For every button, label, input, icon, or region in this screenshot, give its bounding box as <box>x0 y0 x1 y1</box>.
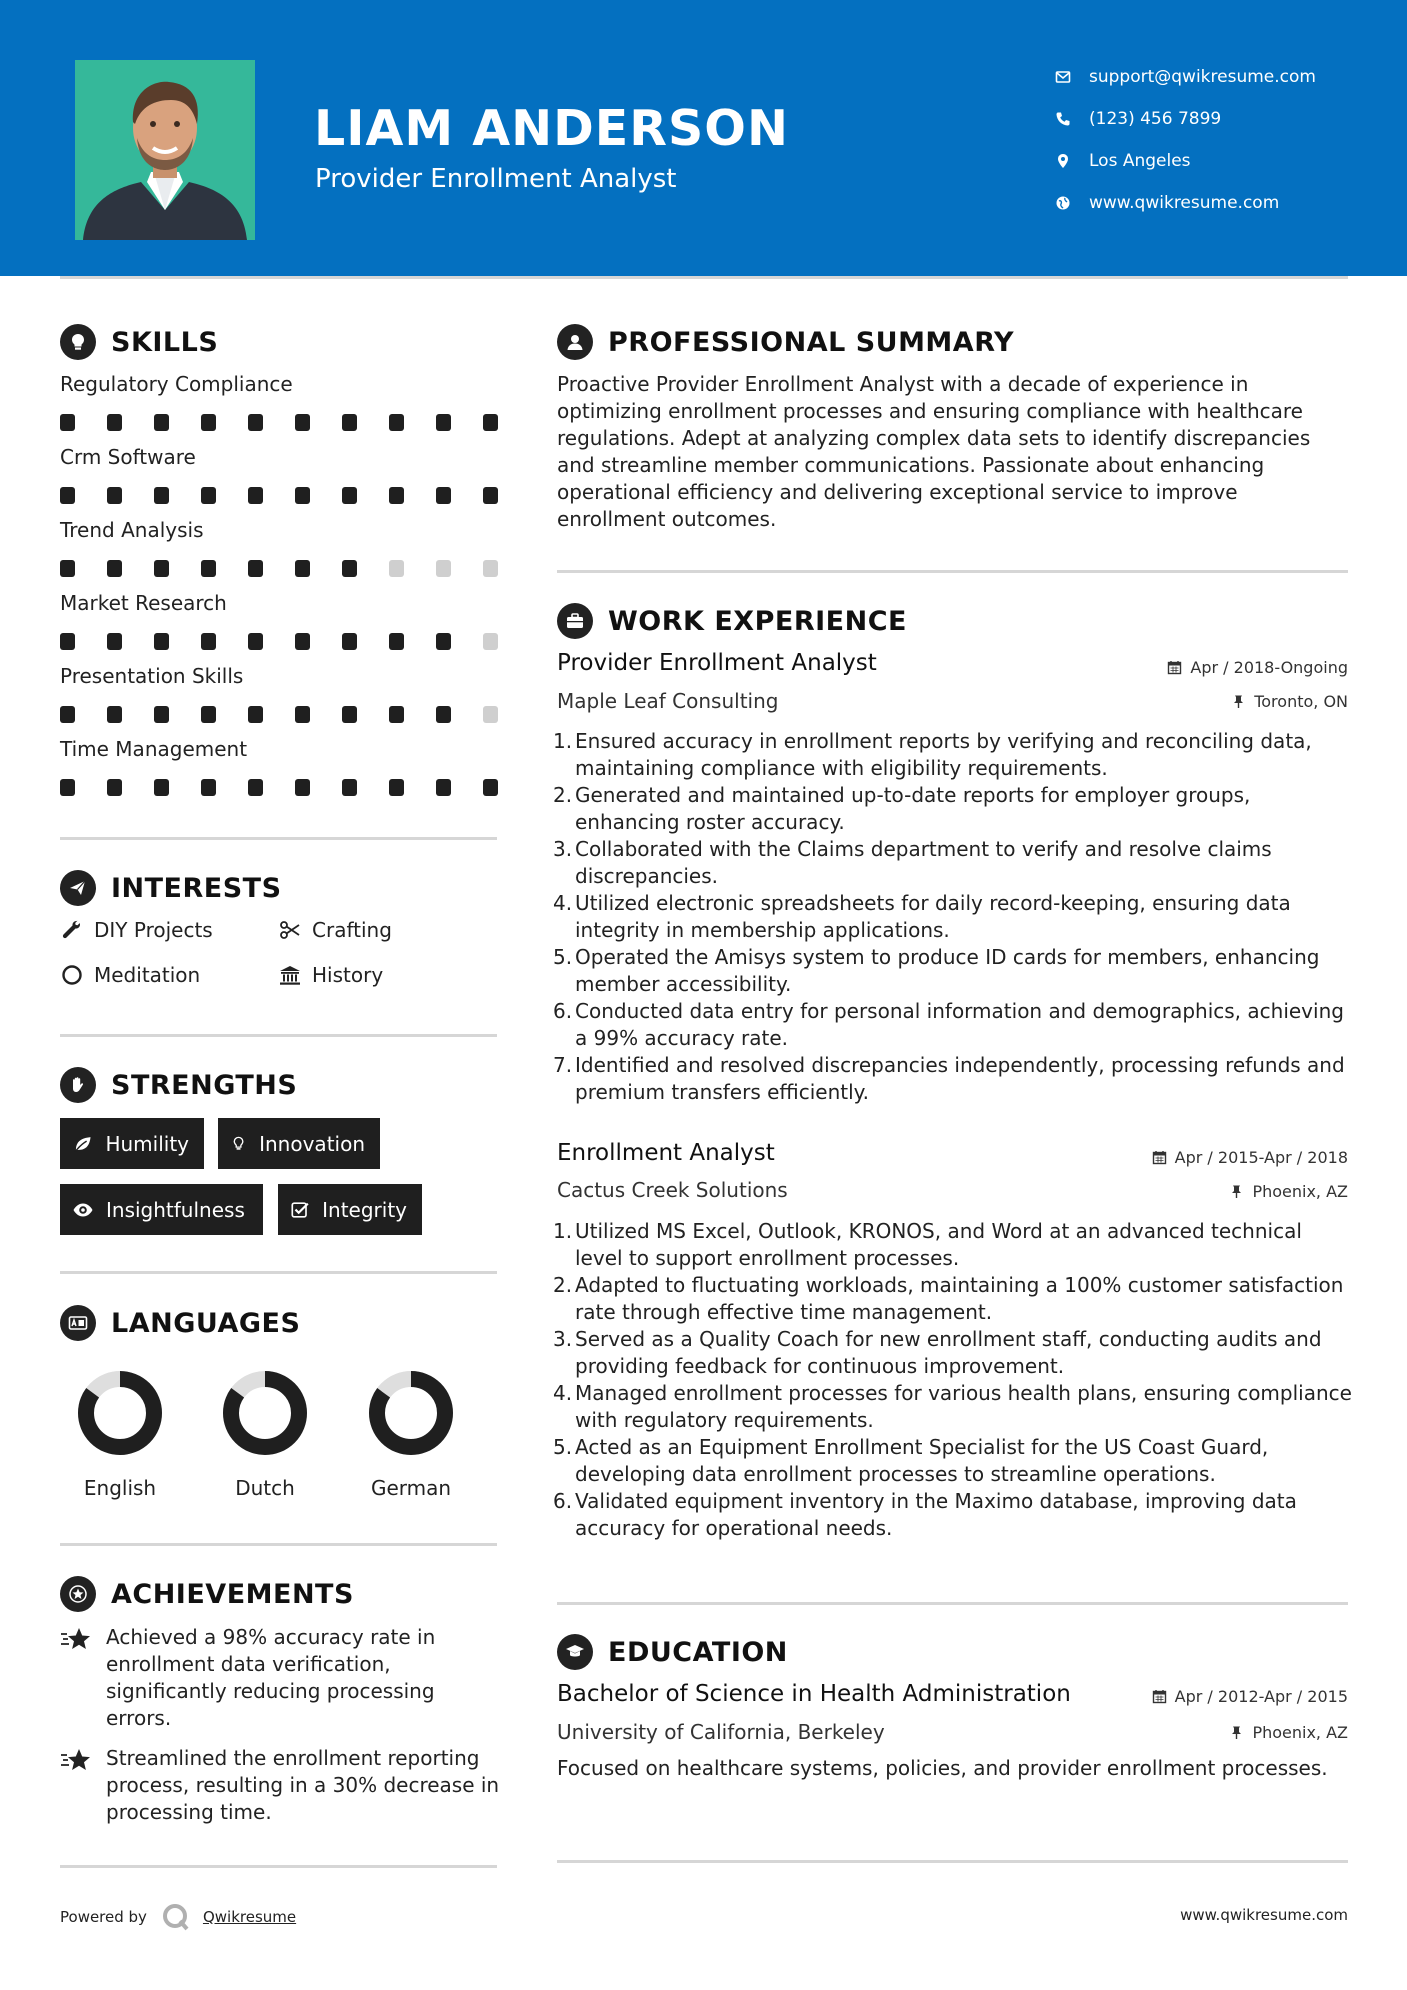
experience-divider <box>557 1602 1348 1605</box>
interest-item <box>60 963 200 987</box>
job-company: Cactus Creek Solutions <box>557 1178 788 1202</box>
header-divider <box>60 276 1348 279</box>
strength-tag <box>218 1118 380 1169</box>
responsibility-item <box>553 1218 1353 1272</box>
education-heading: EDUCATION <box>557 1634 788 1670</box>
language-donut <box>220 1368 310 1458</box>
responsibility-number: 6. <box>553 1489 573 1513</box>
language-donut <box>366 1368 456 1458</box>
skill-dot-filled <box>248 560 263 577</box>
skill-dot-filled <box>107 779 122 796</box>
responsibility-item <box>553 728 1353 782</box>
skill-name: Time Management <box>60 737 248 761</box>
job-location: Phoenix, AZ <box>1229 1182 1348 1201</box>
skill-dot-filled <box>342 779 357 796</box>
skill-dot-filled <box>342 706 357 723</box>
skill-dot-empty <box>436 560 451 577</box>
responsibility-text: Adapted to fluctuating workloads, maintaining a 100% customer satisfaction rate through effective time management. <box>575 1273 1344 1324</box>
qwikresume-logo-icon <box>161 1902 191 1932</box>
skill-dot-empty <box>483 560 498 577</box>
job-title: Enrollment Analyst <box>557 1140 775 1166</box>
check-square-icon <box>290 1199 310 1221</box>
achievement-item <box>60 1745 500 1826</box>
skill-dot-filled <box>436 706 451 723</box>
interest-label: Meditation <box>94 963 201 987</box>
calendar-icon <box>1167 660 1182 675</box>
candidate-title: Provider Enrollment Analyst <box>315 164 677 194</box>
skill-dot-filled <box>60 633 75 650</box>
skill-dot-empty <box>389 560 404 577</box>
skill-dot-filled <box>248 487 263 504</box>
strength-label: Humility <box>105 1131 189 1156</box>
skill-dot-filled <box>154 560 169 577</box>
responsibility-item <box>553 1326 1353 1380</box>
contact-email-text: support@qwikresume.com <box>1089 67 1316 87</box>
responsibility-item <box>553 1434 1353 1488</box>
strength-tag <box>60 1184 263 1235</box>
achievement-text: Achieved a 98% accuracy rate in enrollment data verification, significantly reducing processing errors. <box>106 1625 436 1730</box>
skill-row <box>60 372 500 431</box>
responsibility-item <box>553 1380 1353 1434</box>
responsibility-text: Validated equipment inventory in the Maximo database, improving data accuracy for operational needs. <box>575 1489 1297 1540</box>
contact-location-text: Los Angeles <box>1089 151 1191 171</box>
circle-icon <box>60 963 84 987</box>
responsibility-number: 5. <box>553 1435 573 1459</box>
strength-tag <box>278 1184 422 1235</box>
skill-dot-filled <box>107 706 122 723</box>
responsibility-number: 1. <box>553 1219 573 1243</box>
responsibility-text: Utilized electronic spreadsheets for daily record-keeping, ensuring data integrity in membership applications. <box>575 891 1291 942</box>
skill-dot-filled <box>248 414 263 431</box>
job-dates: Apr / 2015-Apr / 2018 <box>1152 1148 1348 1167</box>
responsibility-text: Operated the Amisys system to produce ID cards for members, enhancing member accessibility. <box>575 945 1320 996</box>
interest-item <box>278 963 383 987</box>
skill-dot-filled <box>389 487 404 504</box>
graduate-icon <box>557 1634 593 1670</box>
responsibility-number: 3. <box>553 1327 573 1351</box>
skill-dot-filled <box>248 706 263 723</box>
skill-dot-filled <box>201 414 216 431</box>
contact-location <box>1055 140 1355 182</box>
skill-dot-filled <box>342 633 357 650</box>
skill-dot-filled <box>483 414 498 431</box>
responsibility-text: Served as a Quality Coach for new enrollment staff, conducting audits and providing feedback for continuous improvement. <box>575 1327 1322 1378</box>
institution-icon <box>278 963 302 987</box>
responsibility-number: 7. <box>553 1053 573 1077</box>
language-donut <box>75 1368 165 1458</box>
star-icon <box>60 1626 92 1654</box>
calendar-icon <box>1152 1150 1167 1165</box>
skill-dot-filled <box>389 706 404 723</box>
hand-icon <box>60 1067 96 1103</box>
responsibility-item <box>553 890 1353 944</box>
header-banner <box>0 0 1407 276</box>
phone-icon <box>1055 111 1089 127</box>
interest-item <box>60 918 213 942</box>
skills-heading: SKILLS <box>60 324 218 360</box>
skill-dot-filled <box>107 633 122 650</box>
responsibility-number: 3. <box>553 837 573 861</box>
skill-dot-filled <box>483 779 498 796</box>
responsibility-text: Acted as an Equipment Enrollment Specialist for the US Coast Guard, developing data enrollment processes to streamline operations. <box>575 1435 1269 1486</box>
skill-level-dots <box>60 633 498 650</box>
strength-label: Integrity <box>322 1197 407 1222</box>
responsibility-number: 6. <box>553 999 573 1023</box>
language-name: Dutch <box>235 1476 295 1500</box>
interests-divider <box>60 1034 497 1037</box>
skill-row <box>60 591 500 650</box>
skill-dot-filled <box>107 414 122 431</box>
job-dates: Apr / 2018-Ongoing <box>1167 658 1348 677</box>
contact-website-text: www.qwikresume.com <box>1089 193 1280 213</box>
user-icon <box>557 324 593 360</box>
language-item <box>65 1368 175 1500</box>
responsibility-number: 4. <box>553 891 573 915</box>
skill-dot-filled <box>154 706 169 723</box>
interest-label: Crafting <box>312 918 392 942</box>
map-pin-icon <box>1055 153 1089 169</box>
skill-dot-filled <box>389 414 404 431</box>
interest-label: History <box>312 963 384 987</box>
leaf-icon <box>72 1133 93 1155</box>
skill-row <box>60 737 500 796</box>
skill-level-dots <box>60 560 498 577</box>
contact-phone[interactable] <box>1055 98 1355 140</box>
language-name: German <box>370 1476 452 1500</box>
education-description: Focused on healthcare systems, policies, and provider enrollment processes. <box>557 1756 1328 1780</box>
skill-dot-filled <box>295 633 310 650</box>
education-school: University of California, Berkeley <box>557 1720 885 1744</box>
responsibility-item <box>553 944 1353 998</box>
pushpin-icon <box>1229 1184 1244 1199</box>
skill-name: Presentation Skills <box>60 664 244 688</box>
profile-photo <box>75 60 255 240</box>
envelope-icon <box>1055 69 1089 85</box>
responsibility-item <box>553 1052 1353 1106</box>
skill-dot-filled <box>342 414 357 431</box>
paper-plane-icon <box>60 870 96 906</box>
skill-dot-filled <box>389 633 404 650</box>
language-item <box>210 1368 320 1500</box>
responsibility-item <box>553 836 1353 890</box>
skill-dot-filled <box>154 414 169 431</box>
skill-dot-empty <box>483 706 498 723</box>
summary-text: Proactive Provider Enrollment Analyst with a decade of experience in optimizing enrollment processes and ensuring compliance with healthcare regulations. Adept at analyzing complex data sets to identify discrepancies and streamline member communications. Passionate about enhancing operational efficiency and delivering exceptional service to improve enrollment outcomes. <box>557 372 1311 531</box>
qwikresume-link[interactable]: Qwikresume <box>202 1908 297 1926</box>
skill-dot-filled <box>342 560 357 577</box>
strengths-heading: STRENGTHS <box>60 1067 297 1103</box>
scissors-icon <box>278 918 302 942</box>
language-item <box>356 1368 466 1500</box>
skill-dot-filled <box>201 633 216 650</box>
responsibility-item <box>553 782 1353 836</box>
skill-dot-filled <box>248 779 263 796</box>
responsibility-item <box>553 998 1353 1052</box>
responsibility-number: 2. <box>553 1273 573 1297</box>
achievement-text: Streamlined the enrollment reporting process, resulting in a 30% decrease in processing time. <box>106 1746 500 1824</box>
skill-dot-filled <box>436 633 451 650</box>
skill-level-dots <box>60 414 498 431</box>
achievements-divider <box>60 1865 497 1868</box>
skill-dot-filled <box>248 633 263 650</box>
skill-dot-empty <box>483 633 498 650</box>
skill-dot-filled <box>295 487 310 504</box>
skill-dot-filled <box>154 633 169 650</box>
contact-website[interactable] <box>1055 182 1355 224</box>
skill-dot-filled <box>201 706 216 723</box>
skill-row <box>60 518 500 577</box>
job-responsibilities <box>553 1218 1353 1542</box>
eye-icon <box>72 1199 94 1221</box>
job-location: Toronto, ON <box>1231 692 1348 711</box>
responsibility-number: 4. <box>553 1381 573 1405</box>
skill-dot-filled <box>201 487 216 504</box>
responsibility-number: 1. <box>553 729 573 753</box>
lightbulb-icon <box>230 1133 247 1155</box>
pushpin-icon <box>1229 1725 1244 1740</box>
summary-divider <box>557 570 1348 573</box>
education-degree: Bachelor of Science in Health Administration <box>557 1681 1071 1707</box>
strength-label: Insightfulness <box>106 1197 245 1222</box>
interests-heading: INTERESTS <box>60 870 282 906</box>
skill-dot-filled <box>295 414 310 431</box>
experience-heading: WORK EXPERIENCE <box>557 603 907 639</box>
responsibility-number: 2. <box>553 783 573 807</box>
skill-dot-filled <box>201 779 216 796</box>
education-divider <box>557 1860 1348 1863</box>
interest-item <box>278 918 392 942</box>
language-icon <box>60 1305 96 1341</box>
skill-dot-filled <box>295 779 310 796</box>
responsibility-item <box>553 1272 1353 1326</box>
calendar-icon <box>1152 1689 1167 1704</box>
skill-dot-filled <box>107 487 122 504</box>
globe-icon <box>1055 195 1089 211</box>
education-location: Phoenix, AZ <box>1229 1723 1348 1742</box>
briefcase-icon <box>557 603 593 639</box>
skill-dot-filled <box>201 560 216 577</box>
powered-by <box>60 1902 296 1932</box>
strength-label: Innovation <box>259 1131 365 1156</box>
responsibility-text: Ensured accuracy in enrollment reports by verifying and reconciling data, maintaining compliance with eligibility requirements. <box>575 729 1312 780</box>
responsibility-number: 5. <box>553 945 573 969</box>
skill-dot-filled <box>436 414 451 431</box>
skill-name: Crm Software <box>60 445 196 469</box>
job-company: Maple Leaf Consulting <box>557 689 779 713</box>
skill-dot-filled <box>154 779 169 796</box>
skills-divider <box>60 837 497 840</box>
skill-name: Trend Analysis <box>60 518 204 542</box>
skill-level-dots <box>60 779 498 796</box>
skill-dot-filled <box>342 487 357 504</box>
wrench-icon <box>60 918 84 942</box>
skill-dot-filled <box>295 560 310 577</box>
skill-dot-filled <box>436 779 451 796</box>
powered-by-label: Powered by <box>60 1908 147 1926</box>
skill-row <box>60 664 500 723</box>
summary-heading: PROFESSIONAL SUMMARY <box>557 324 1014 360</box>
education-dates: Apr / 2012-Apr / 2015 <box>1152 1687 1348 1706</box>
skill-dot-filled <box>60 706 75 723</box>
skill-row <box>60 445 500 504</box>
languages-divider <box>60 1543 497 1546</box>
achievements-heading: ACHIEVEMENTS <box>60 1576 354 1612</box>
skill-dot-filled <box>295 706 310 723</box>
interest-label: DIY Projects <box>94 918 213 942</box>
responsibility-text: Generated and maintained up-to-date reports for employer groups, enhancing roster accuracy. <box>575 783 1251 834</box>
contact-phone-text: (123) 456 7899 <box>1089 109 1222 129</box>
responsibility-text: Managed enrollment processes for various health plans, ensuring compliance with regulatory requirements. <box>575 1381 1352 1432</box>
skill-level-dots <box>60 487 498 504</box>
skill-dot-filled <box>154 487 169 504</box>
skill-name: Market Research <box>60 591 227 615</box>
skill-dot-filled <box>483 487 498 504</box>
responsibility-item <box>553 1488 1353 1542</box>
skill-dot-filled <box>60 414 75 431</box>
candidate-name: LIAM ANDERSON <box>314 100 789 157</box>
language-name: English <box>83 1476 157 1500</box>
star-icon <box>60 1747 92 1775</box>
responsibility-text: Identified and resolved discrepancies independently, processing refunds and premium transfers efficiently. <box>575 1053 1345 1104</box>
skill-dot-filled <box>389 779 404 796</box>
skill-dot-filled <box>436 487 451 504</box>
responsibility-text: Conducted data entry for personal information and demographics, achieving a 99% accuracy rate. <box>575 999 1344 1050</box>
pushpin-icon <box>1231 694 1246 709</box>
skill-dot-filled <box>107 560 122 577</box>
strengths-divider <box>60 1271 497 1274</box>
achievement-item <box>60 1624 500 1732</box>
job-title: Provider Enrollment Analyst <box>557 650 877 676</box>
skill-name: Regulatory Compliance <box>60 372 293 396</box>
skill-dot-filled <box>60 779 75 796</box>
strength-tag <box>60 1118 204 1169</box>
contact-email[interactable] <box>1055 56 1355 98</box>
footer-url[interactable]: www.qwikresume.com <box>1180 1906 1348 1924</box>
contact-list <box>1055 56 1355 224</box>
responsibility-text: Utilized MS Excel, Outlook, KRONOS, and Word at an advanced technical level to support enrollment processes. <box>575 1219 1302 1270</box>
responsibility-text: Collaborated with the Claims department to verify and resolve claims discrepancies. <box>575 837 1272 888</box>
skill-dot-filled <box>60 487 75 504</box>
languages-heading: LANGUAGES <box>60 1305 300 1341</box>
star-badge-icon <box>60 1576 96 1612</box>
skill-level-dots <box>60 706 498 723</box>
skill-dot-filled <box>60 560 75 577</box>
lightbulb-icon <box>60 324 96 360</box>
job-responsibilities <box>553 728 1353 1106</box>
